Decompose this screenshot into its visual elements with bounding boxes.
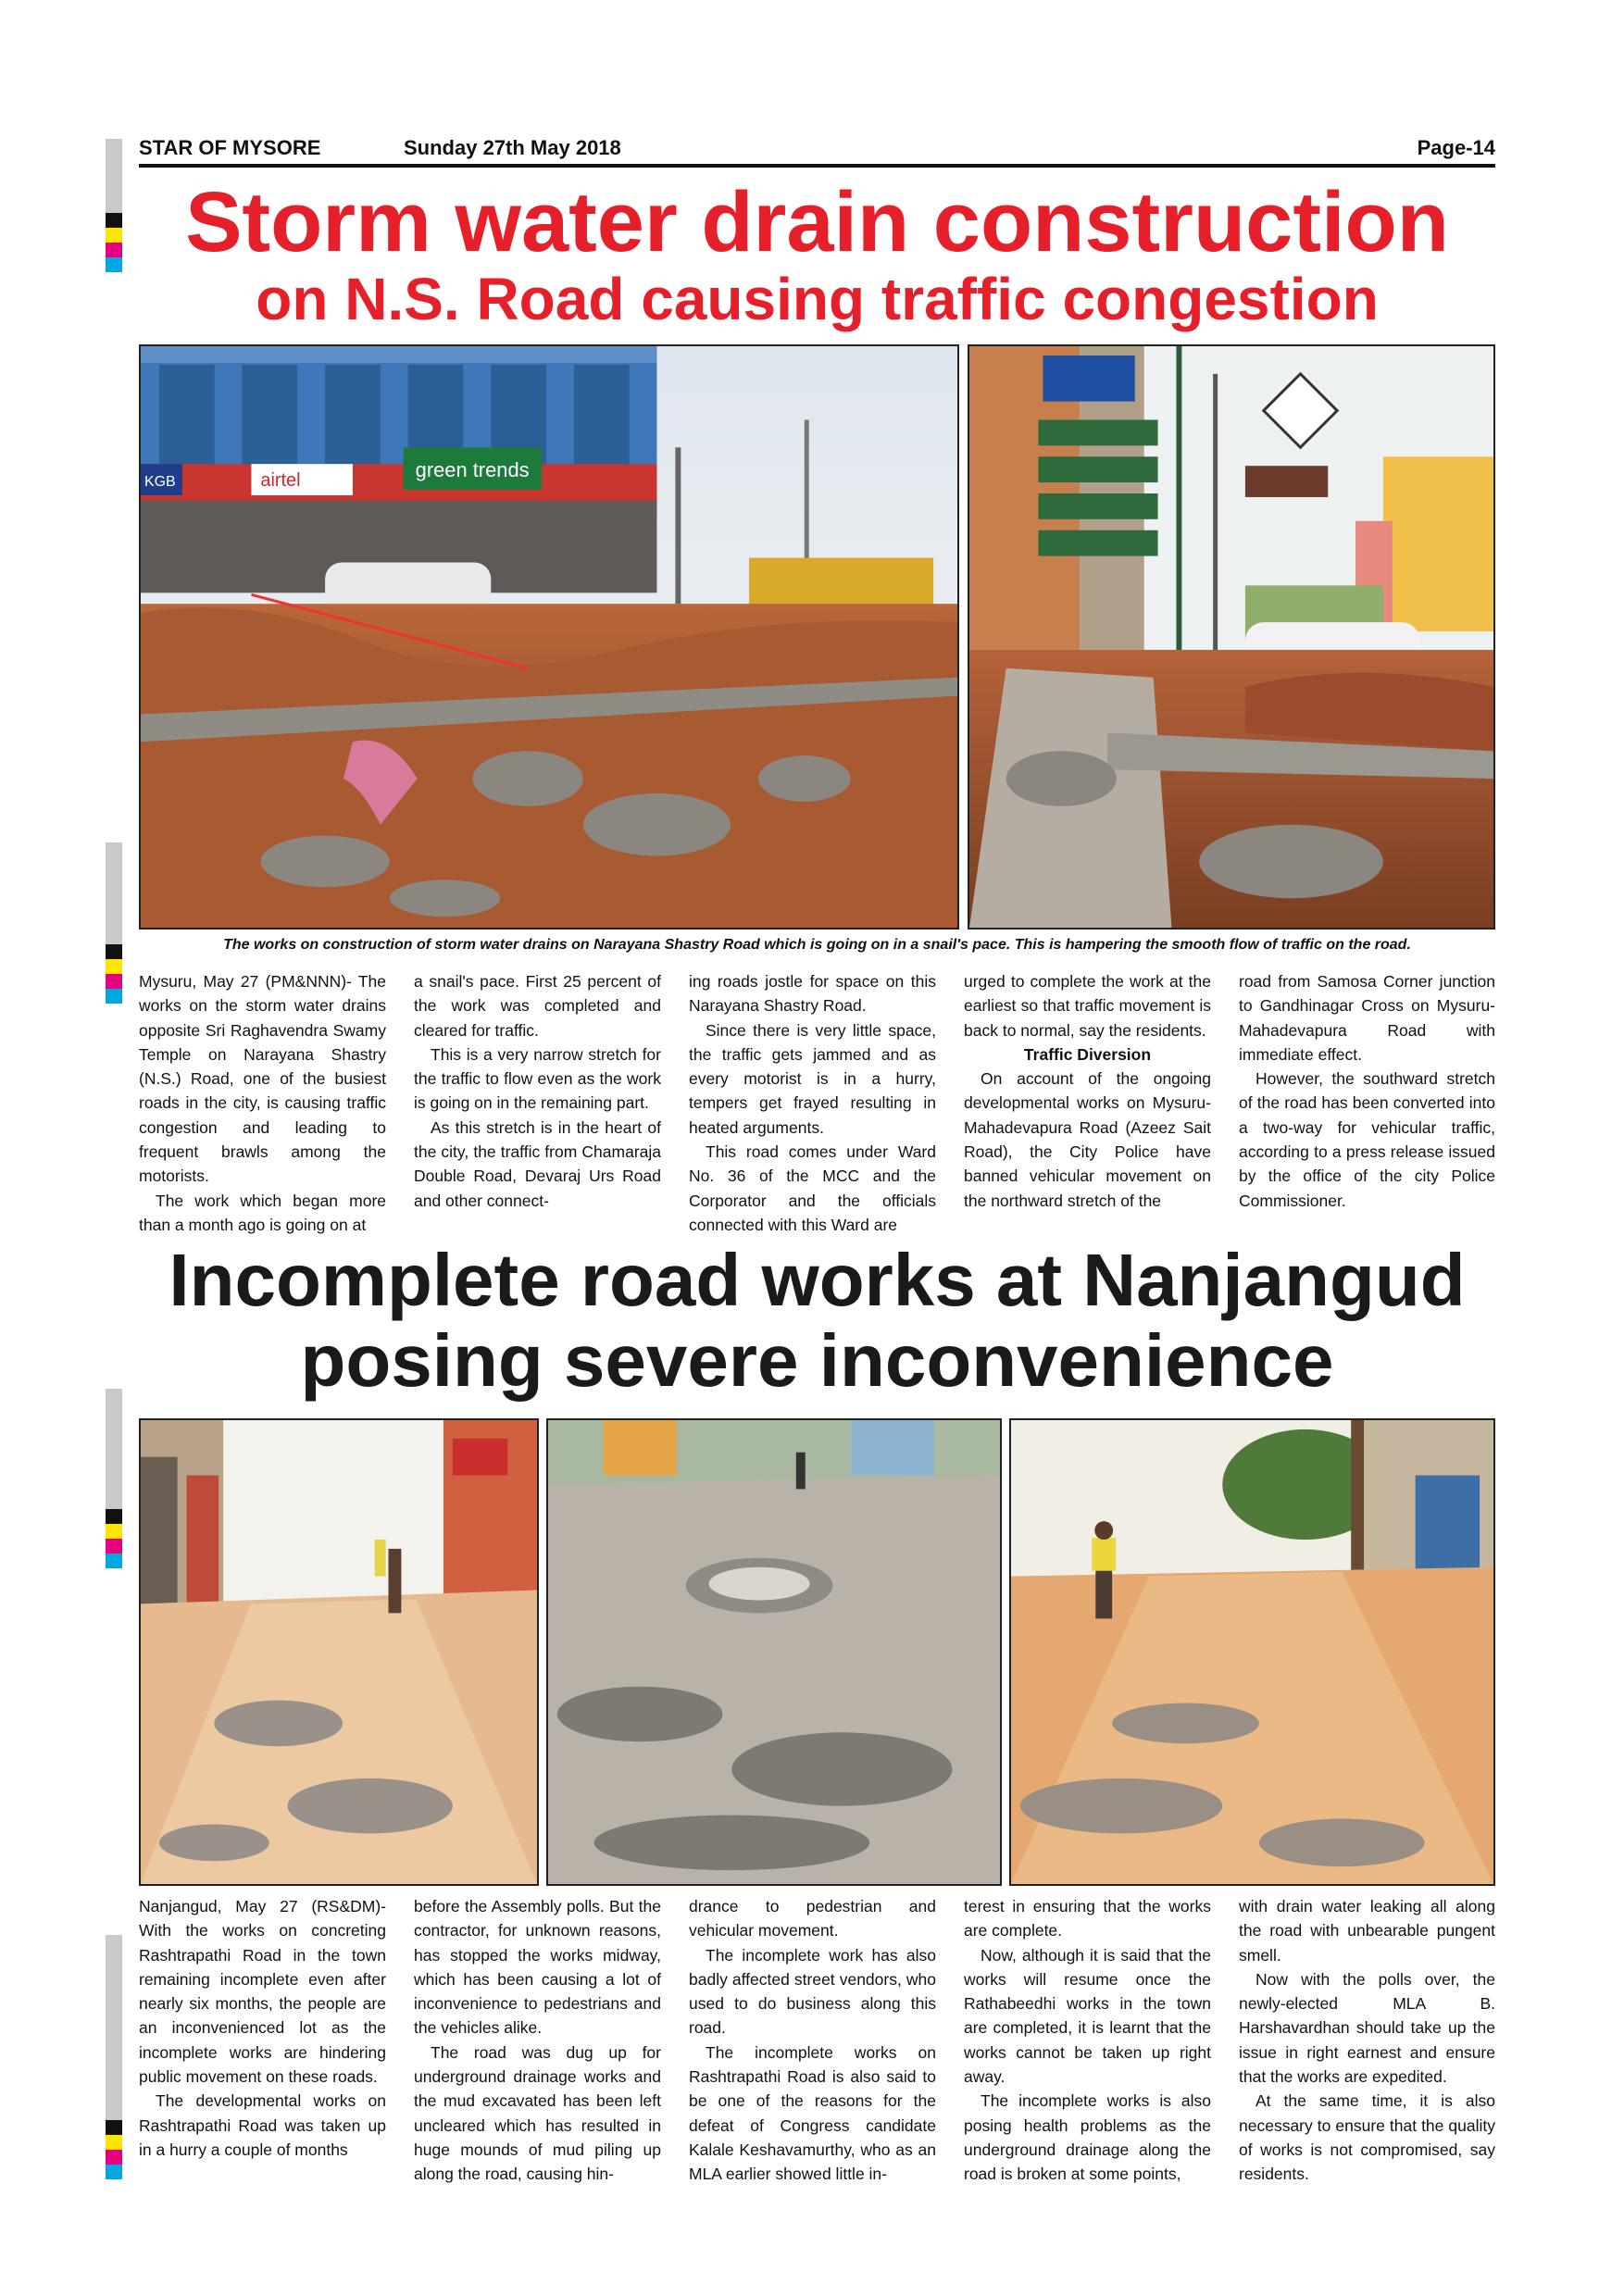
paragraph: road from Samosa Corner junction to Gandhinagar Cross on Mysuru-Mahadevapura Road with immediate effect.: [1239, 972, 1495, 1064]
registration-mark: [106, 139, 122, 272]
photo-ns-road-signboards: [968, 344, 1495, 930]
paragraph: On account of the ongoing developmental works on Mysuru-Mahadevapura Road (Azeez Sait Road), the City Police have banned vehicular movement on the northward stretch of the: [964, 1069, 1211, 1210]
paragraph: ing roads jostle for space on this Narayana Shastry Road.: [689, 972, 936, 1016]
paragraph: urged to complete the work at the earliest so that traffic movement is back to normal, say the residents.: [964, 972, 1211, 1040]
story1-column-3: [689, 969, 936, 1237]
sign-airtel: airtel: [260, 470, 301, 492]
paragraph: At the same time, it is also necessary to ensure that the quality of works is not compromised, say residents.: [1239, 2091, 1495, 2184]
paragraph: drance to pedestrian and vehicular movement.: [689, 1897, 936, 1940]
registration-mark: [106, 1389, 122, 1568]
paragraph: Mysuru, May 27 (PM&NNN)- The works on the storm water drains opposite Sri Raghavendra Swamy Temple on Narayana Shastry (N.S.) Road, one of the busiest roads in the city, is causing traffic congestion and leading to frequent brawls among the motorists.: [139, 972, 386, 1186]
story1-column-4: [964, 969, 1211, 1213]
story2-column-4: [964, 1894, 1211, 2187]
paragraph: with drain water leaking all along the road with unbearable pungent smell.: [1239, 1897, 1495, 1965]
sign-kgb: KGB: [144, 474, 176, 491]
paragraph: However, the southward stretch of the road has been converted into a two-way for vehicular traffic, according to a press release issued by the office of the city Police Commissioner.: [1239, 1069, 1495, 1210]
story2-column-3: [689, 1894, 936, 2187]
paper-name: STAR OF MYSORE: [139, 136, 321, 159]
paragraph: Now with the polls over, the newly-elected MLA B. Harshavardhan should take up the issue in right earnest and ensure that the works are expedited.: [1239, 1969, 1495, 2087]
page-number: Page-14: [1417, 136, 1495, 159]
photo-storm-drain-street: [139, 344, 959, 930]
paragraph: The incomplete work has also badly affected street vendors, who used to do business along this road.: [689, 1945, 936, 2038]
sign-green-trends: green trends: [415, 458, 530, 482]
subhead-traffic-diversion: Traffic Diversion: [1023, 1044, 1152, 1064]
story2-column-1: [139, 1894, 386, 2162]
issue-date: Sunday 27th May 2018: [404, 136, 621, 159]
paragraph: Nanjangud, May 27 (RS&DM)- With the works on concreting Rashtrapathi Road in the town remaining incomplete even after nearly six months, the people are an inconvenienced lot as the incomplete works are hindering public movement on these roads.: [139, 1897, 386, 2087]
paragraph: This is a very narrow stretch for the traffic to flow even as the work is going on in the remaining part.: [414, 1044, 661, 1113]
paragraph: The incomplete works is also posing health problems as the underground drainage along the road is broken at some points,: [964, 2091, 1211, 2184]
story2-column-2: [414, 1894, 661, 2187]
story1-subheadline: on N.S. Road causing traffic congestion: [256, 266, 1379, 332]
photo-nanjangud-road-manhole: [546, 1418, 1002, 1886]
registration-mark: [106, 842, 122, 1004]
paragraph: Now, although it is said that the works will resume once the Rathabeedhi works in the town are completed, it is learnt that the works cannot be taken up right away.: [964, 1945, 1211, 2087]
paragraph: The developmental works on Rashtrapathi Road was taken up in a hurry a couple of months: [139, 2091, 386, 2159]
paragraph: As this stretch is in the heart of the city, the traffic from Chamaraja Double Road, Devaraj Urs Road and other connect-: [414, 1117, 661, 1210]
paragraph: a snail's pace. First 25 percent of the work was completed and cleared for traffic.: [414, 972, 661, 1040]
paragraph: terest in ensuring that the works are complete.: [964, 1897, 1211, 1940]
masthead: [139, 132, 1495, 168]
story2-headline: Incomplete road works at Nanjangud: [169, 1239, 1466, 1321]
paragraph: This road comes under Ward No. 36 of the MCC and the Corporator and the officials connected with this Ward are: [689, 1142, 936, 1234]
registration-mark: [106, 1935, 122, 2179]
story1-headline: Storm water drain construction: [185, 175, 1449, 269]
photo-nanjangud-road-left: [139, 1418, 539, 1886]
paragraph: The incomplete works on Rashtrapathi Road is also said to be one of the reasons for the defeat of Congress candidate Kalale Keshavamurthy, who as an MLA earlier showed little in-: [689, 2042, 936, 2184]
paragraph: The work which began more than a month ago is going on at: [139, 1191, 386, 1234]
photo-nanjangud-road-pedestrian: [1009, 1418, 1495, 1886]
story1-photo-caption: The works on construction of storm water drains on Narayana Shastry Road which is going on in a snail's pace. This is hampering the smooth flow of traffic on the road.: [223, 937, 1411, 953]
paragraph: before the Assembly polls. But the contractor, for unknown reasons, has stopped the works midway, which has been causing a lot of inconvenience to pedestrians and the vehicles alike.: [414, 1897, 661, 2038]
story2-column-5: [1239, 1894, 1495, 2187]
story2-subheadline: posing severe inconvenience: [300, 1319, 1334, 1402]
story1-column-5: [1239, 969, 1495, 1213]
story1-column-1: [139, 969, 386, 1237]
paragraph: Since there is very little space, the traffic gets jammed and as every motorist is in a hurry, tempers get frayed resulting in heated arguments.: [689, 1020, 936, 1137]
story1-column-2: [414, 969, 661, 1213]
paragraph: The road was dug up for underground drainage works and the mud excavated has been left uncleared which has resulted in huge mounds of mud piling up along the road, causing hin-: [414, 2042, 661, 2184]
